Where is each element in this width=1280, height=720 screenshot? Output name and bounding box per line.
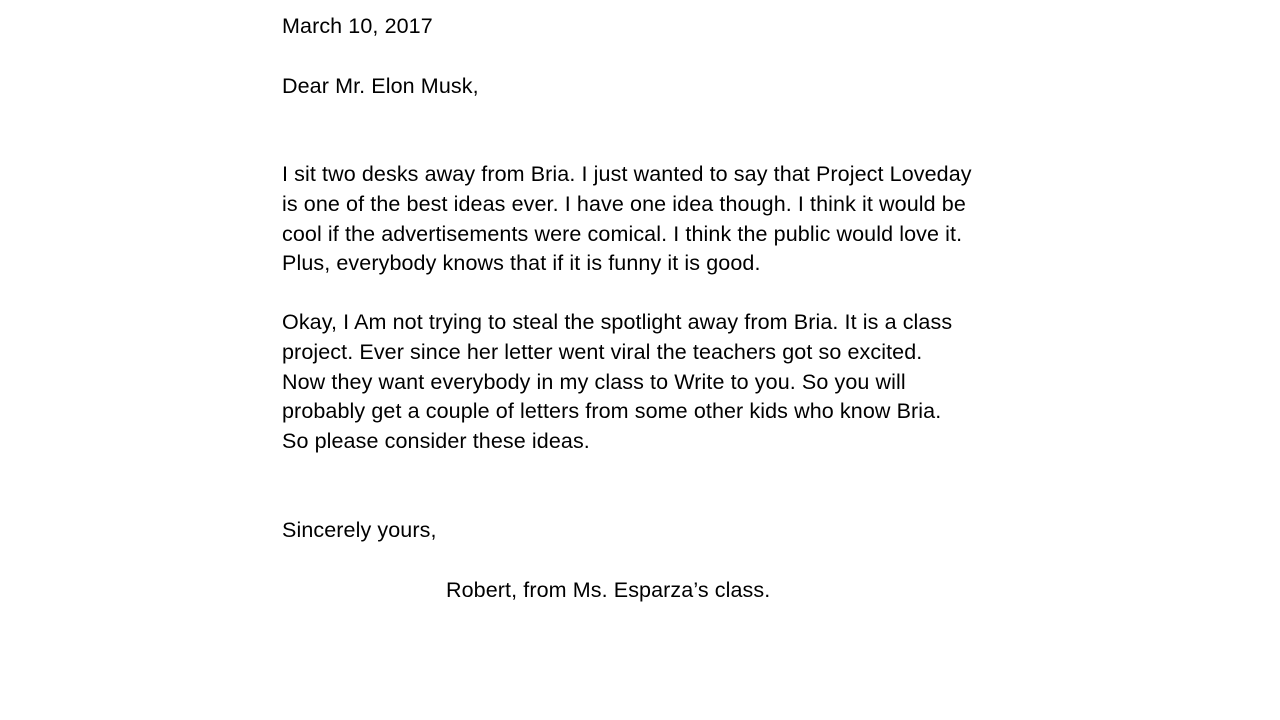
letter-signature: Robert, from Ms. Esparza’s class. xyxy=(446,578,771,602)
paragraph-line: cool if the advertisements were comical. I think the public would love it. xyxy=(282,221,963,246)
paragraph-line: Okay, I Am not trying to steal the spotlight away from Bria. It is a class xyxy=(282,310,953,334)
paragraph-line: Now they want everybody in my class to Write to you. So you will xyxy=(282,369,906,394)
paragraph-line: project. Ever since her letter went viral the teachers got so excited. xyxy=(282,339,923,364)
paragraph-line: So please consider these ideas. xyxy=(282,429,590,453)
letter-paragraph-2 xyxy=(282,308,1042,457)
paragraph-line: probably get a couple of letters from some other kids who know Bria. xyxy=(282,399,942,424)
paragraph-line: I sit two desks away from Bria. I just wanted to say that Project Loveday xyxy=(282,162,972,186)
paragraph-line: is one of the best ideas ever. I have one idea though. I think it would be xyxy=(282,191,966,216)
letter-greeting: Dear Mr. Elon Musk, xyxy=(282,74,479,98)
letter-date: March 10, 2017 xyxy=(282,14,433,38)
letter-closing: Sincerely yours, xyxy=(282,518,437,542)
letter-paragraph-1 xyxy=(282,160,1042,279)
paragraph-line: Plus, everybody knows that if it is funny it is good. xyxy=(282,251,761,276)
